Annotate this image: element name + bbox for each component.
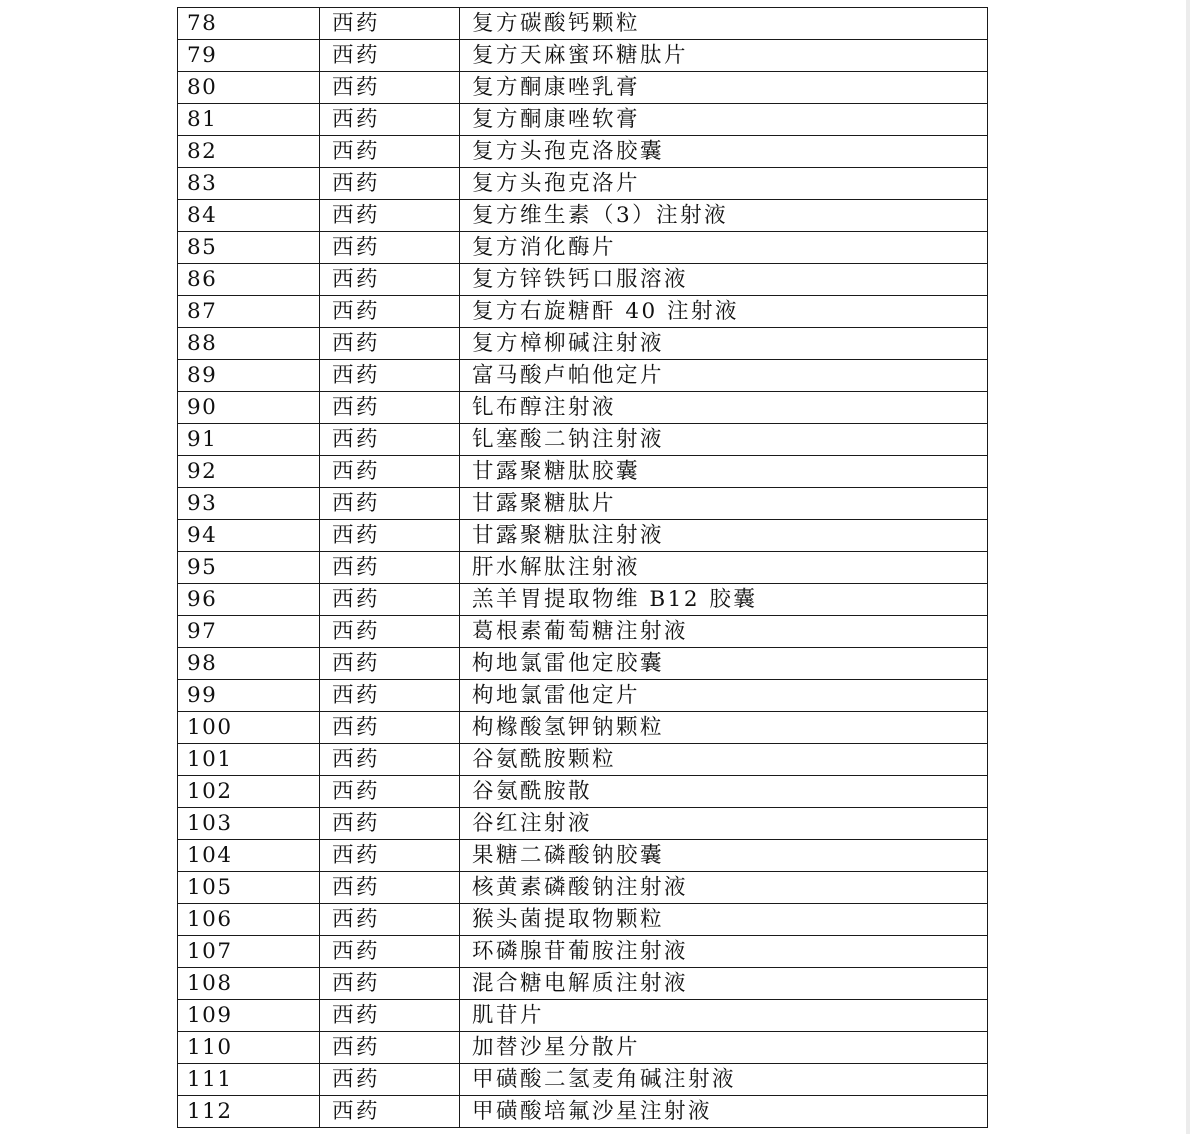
row-number-cell: 90 [178, 392, 320, 424]
drug-category-cell: 西药 [320, 808, 460, 840]
drug-category-cell: 西药 [320, 840, 460, 872]
drug-name-cell: 甘露聚糖肽片 [460, 488, 988, 520]
row-number-cell: 89 [178, 360, 320, 392]
table-row [178, 104, 988, 136]
table-row [178, 424, 988, 456]
row-number-cell: 109 [178, 1000, 320, 1032]
drug-category-cell: 西药 [320, 296, 460, 328]
table-row [178, 456, 988, 488]
row-number-cell: 91 [178, 424, 320, 456]
table-row [178, 488, 988, 520]
table-row [178, 8, 988, 40]
table-row [178, 200, 988, 232]
row-number-cell: 82 [178, 136, 320, 168]
drug-category-cell: 西药 [320, 552, 460, 584]
drug-category-cell: 西药 [320, 136, 460, 168]
drug-category-cell: 西药 [320, 904, 460, 936]
drug-list-table [177, 7, 988, 1128]
row-number-cell: 96 [178, 584, 320, 616]
row-number-cell: 80 [178, 72, 320, 104]
drug-category-cell: 西药 [320, 616, 460, 648]
drug-category-cell: 西药 [320, 680, 460, 712]
row-number-cell: 85 [178, 232, 320, 264]
table-row [178, 392, 988, 424]
drug-list-body [178, 8, 988, 1128]
drug-category-cell: 西药 [320, 264, 460, 296]
drug-name-cell: 复方头孢克洛胶囊 [460, 136, 988, 168]
table-row [178, 72, 988, 104]
table-row [178, 1096, 988, 1128]
row-number-cell: 110 [178, 1032, 320, 1064]
drug-name-cell: 肌苷片 [460, 1000, 988, 1032]
table-row [178, 648, 988, 680]
table-row [178, 1000, 988, 1032]
row-number-cell: 79 [178, 40, 320, 72]
drug-category-cell: 西药 [320, 520, 460, 552]
drug-category-cell: 西药 [320, 1000, 460, 1032]
drug-name-cell: 复方锌铁钙口服溶液 [460, 264, 988, 296]
drug-name-cell: 加替沙星分散片 [460, 1032, 988, 1064]
drug-name-cell: 复方酮康唑软膏 [460, 104, 988, 136]
row-number-cell: 98 [178, 648, 320, 680]
row-number-cell: 102 [178, 776, 320, 808]
drug-category-cell: 西药 [320, 968, 460, 1000]
table-row [178, 232, 988, 264]
row-number-cell: 84 [178, 200, 320, 232]
drug-category-cell: 西药 [320, 168, 460, 200]
drug-name-cell: 谷红注射液 [460, 808, 988, 840]
row-number-cell: 87 [178, 296, 320, 328]
drug-category-cell: 西药 [320, 232, 460, 264]
row-number-cell: 93 [178, 488, 320, 520]
table-row [178, 872, 988, 904]
table-row [178, 328, 988, 360]
drug-category-cell: 西药 [320, 40, 460, 72]
table-row [178, 584, 988, 616]
drug-category-cell: 西药 [320, 424, 460, 456]
row-number-cell: 92 [178, 456, 320, 488]
row-number-cell: 86 [178, 264, 320, 296]
table-row [178, 776, 988, 808]
table-row [178, 168, 988, 200]
table-row [178, 616, 988, 648]
table-row [178, 520, 988, 552]
row-number-cell: 101 [178, 744, 320, 776]
row-number-cell: 94 [178, 520, 320, 552]
drug-name-cell: 羔羊胃提取物维 B12 胶囊 [460, 584, 988, 616]
drug-category-cell: 西药 [320, 392, 460, 424]
drug-name-cell: 复方头孢克洛片 [460, 168, 988, 200]
drug-category-cell: 西药 [320, 200, 460, 232]
drug-category-cell: 西药 [320, 872, 460, 904]
table-row [178, 264, 988, 296]
drug-name-cell: 环磷腺苷葡胺注射液 [460, 936, 988, 968]
drug-name-cell: 肝水解肽注射液 [460, 552, 988, 584]
drug-name-cell: 复方樟柳碱注射液 [460, 328, 988, 360]
drug-category-cell: 西药 [320, 456, 460, 488]
drug-name-cell: 谷氨酰胺散 [460, 776, 988, 808]
table-row [178, 296, 988, 328]
row-number-cell: 100 [178, 712, 320, 744]
row-number-cell: 112 [178, 1096, 320, 1128]
table-row [178, 552, 988, 584]
table-row [178, 808, 988, 840]
drug-name-cell: 钆塞酸二钠注射液 [460, 424, 988, 456]
drug-name-cell: 钆布醇注射液 [460, 392, 988, 424]
row-number-cell: 107 [178, 936, 320, 968]
drug-name-cell: 复方酮康唑乳膏 [460, 72, 988, 104]
drug-category-cell: 西药 [320, 712, 460, 744]
drug-category-cell: 西药 [320, 72, 460, 104]
drug-name-cell: 核黄素磷酸钠注射液 [460, 872, 988, 904]
drug-category-cell: 西药 [320, 648, 460, 680]
page-edge [1186, 0, 1190, 1134]
table-row [178, 680, 988, 712]
row-number-cell: 97 [178, 616, 320, 648]
drug-name-cell: 甲磺酸二氢麦角碱注射液 [460, 1064, 988, 1096]
drug-category-cell: 西药 [320, 584, 460, 616]
drug-name-cell: 复方碳酸钙颗粒 [460, 8, 988, 40]
row-number-cell: 99 [178, 680, 320, 712]
row-number-cell: 83 [178, 168, 320, 200]
table-row [178, 744, 988, 776]
drug-name-cell: 复方右旋糖酐 40 注射液 [460, 296, 988, 328]
drug-name-cell: 复方维生素（3）注射液 [460, 200, 988, 232]
drug-category-cell: 西药 [320, 1096, 460, 1128]
row-number-cell: 95 [178, 552, 320, 584]
drug-name-cell: 甘露聚糖肽胶囊 [460, 456, 988, 488]
drug-name-cell: 甲磺酸培氟沙星注射液 [460, 1096, 988, 1128]
row-number-cell: 104 [178, 840, 320, 872]
table-row [178, 936, 988, 968]
row-number-cell: 108 [178, 968, 320, 1000]
drug-name-cell: 谷氨酰胺颗粒 [460, 744, 988, 776]
row-number-cell: 88 [178, 328, 320, 360]
drug-category-cell: 西药 [320, 744, 460, 776]
drug-category-cell: 西药 [320, 8, 460, 40]
table-row [178, 136, 988, 168]
table-row [178, 1032, 988, 1064]
row-number-cell: 78 [178, 8, 320, 40]
row-number-cell: 81 [178, 104, 320, 136]
drug-category-cell: 西药 [320, 936, 460, 968]
table-row [178, 712, 988, 744]
table-row [178, 968, 988, 1000]
drug-name-cell: 复方天麻蜜环糖肽片 [460, 40, 988, 72]
drug-category-cell: 西药 [320, 360, 460, 392]
drug-name-cell: 复方消化酶片 [460, 232, 988, 264]
drug-category-cell: 西药 [320, 328, 460, 360]
drug-name-cell: 枸橼酸氢钾钠颗粒 [460, 712, 988, 744]
row-number-cell: 103 [178, 808, 320, 840]
drug-category-cell: 西药 [320, 104, 460, 136]
row-number-cell: 106 [178, 904, 320, 936]
table-row [178, 360, 988, 392]
drug-name-cell: 枸地氯雷他定胶囊 [460, 648, 988, 680]
drug-category-cell: 西药 [320, 776, 460, 808]
table-row [178, 904, 988, 936]
drug-name-cell: 混合糖电解质注射液 [460, 968, 988, 1000]
drug-name-cell: 猴头菌提取物颗粒 [460, 904, 988, 936]
row-number-cell: 111 [178, 1064, 320, 1096]
drug-name-cell: 葛根素葡萄糖注射液 [460, 616, 988, 648]
drug-name-cell: 枸地氯雷他定片 [460, 680, 988, 712]
drug-category-cell: 西药 [320, 1032, 460, 1064]
drug-category-cell: 西药 [320, 1064, 460, 1096]
row-number-cell: 105 [178, 872, 320, 904]
drug-name-cell: 富马酸卢帕他定片 [460, 360, 988, 392]
table-row [178, 1064, 988, 1096]
table-row [178, 840, 988, 872]
drug-category-cell: 西药 [320, 488, 460, 520]
table-row [178, 40, 988, 72]
drug-name-cell: 甘露聚糖肽注射液 [460, 520, 988, 552]
drug-name-cell: 果糖二磷酸钠胶囊 [460, 840, 988, 872]
